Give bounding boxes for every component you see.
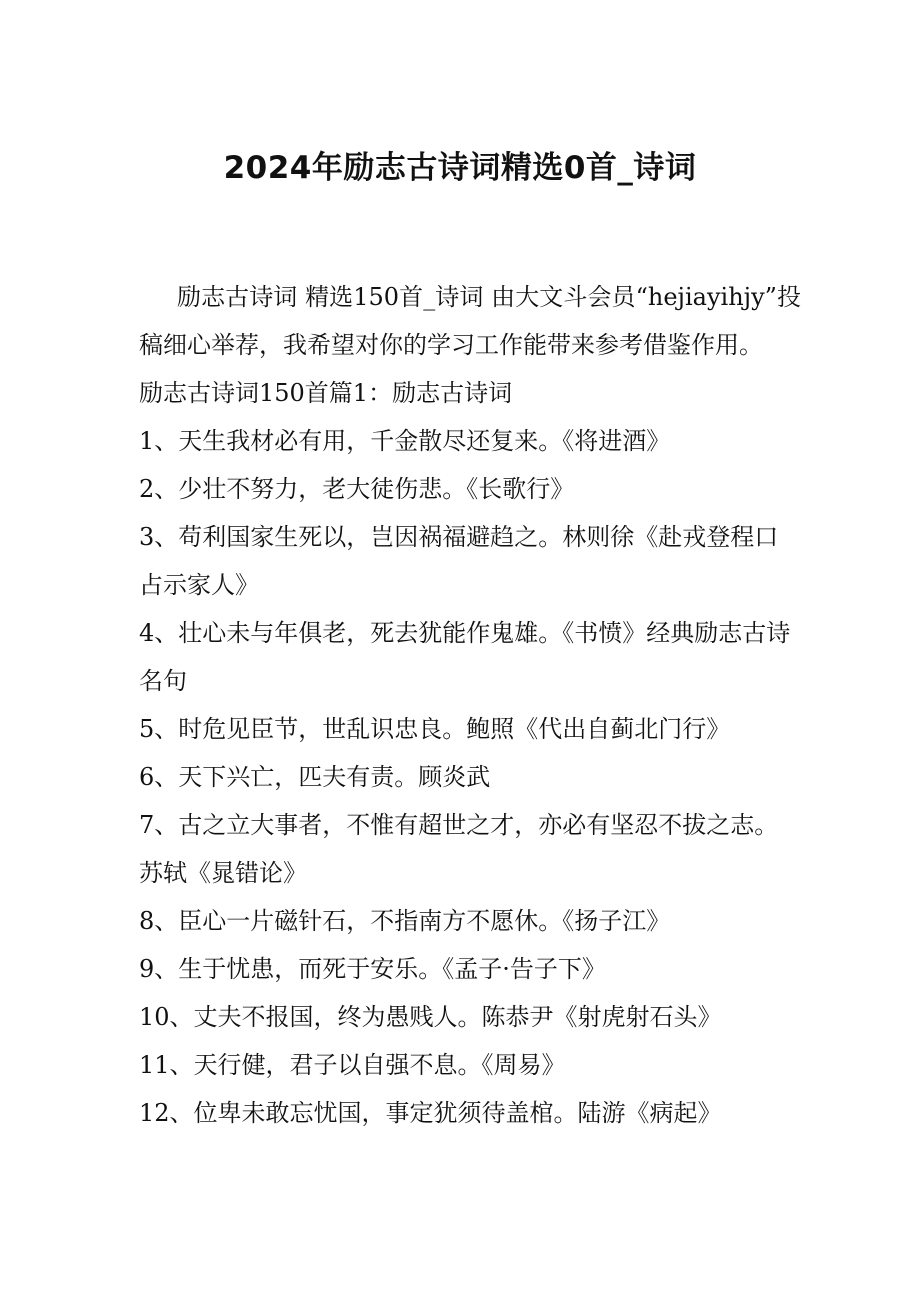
poem-line-item: 6、天下兴亡，匹夫有责。顾炎武	[139, 763, 491, 791]
poem-line-item: 1、天生我材必有用，千金散尽还复来。《将进酒》	[139, 427, 671, 455]
poem-line-item: 7、古之立大事者，不惟有超世之才，亦必有坚忍不拔之志。苏轼《晁错论》	[139, 811, 779, 887]
poem-line-item: 10、丈夫不报国，终为愚贱人。陈恭尹《射虎射石头》	[139, 1003, 722, 1031]
poem-line-item: 2、少壮不努力，老大徒伤悲。《长歌行》	[139, 475, 575, 503]
poem-line-item: 12、位卑未敢忘忧国，事定犹须待盖棺。陆游《病起》	[139, 1099, 722, 1127]
poem-line-item: 3、苟利国家生死以，岂因祸福避趋之。林则徐《赴戎登程口占示家人》	[139, 523, 779, 599]
poem-line-item: 4、壮心未与年俱老，死去犹能作鬼雄。《书愤》经典励志古诗名句	[139, 619, 791, 695]
poem-line-item: 11、天行健，君子以自强不息。《周易》	[139, 1051, 566, 1079]
poem-line-item: 9、生于忧患，而死于安乐。《孟子·告子下》	[139, 955, 606, 983]
document-title: 2024年励志古诗词精选0首_诗词	[223, 150, 697, 186]
document-body	[139, 273, 801, 1137]
intro-paragraph: 励志古诗词 精选150首_诗词 由大文斗会员“hejiayihjy”投稿细心举荐，我希望对你的学习工作能带来参考借鉴作用。	[139, 283, 801, 359]
poem-line-item: 8、臣心一片磁针石，不指南方不愿休。《扬子江》	[139, 907, 671, 935]
poem-line-item: 5、时危见臣节，世乱识忠良。鲍照《代出自蓟北门行》	[139, 715, 731, 743]
section-heading: 励志古诗词150首篇1：励志古诗词	[139, 379, 513, 407]
